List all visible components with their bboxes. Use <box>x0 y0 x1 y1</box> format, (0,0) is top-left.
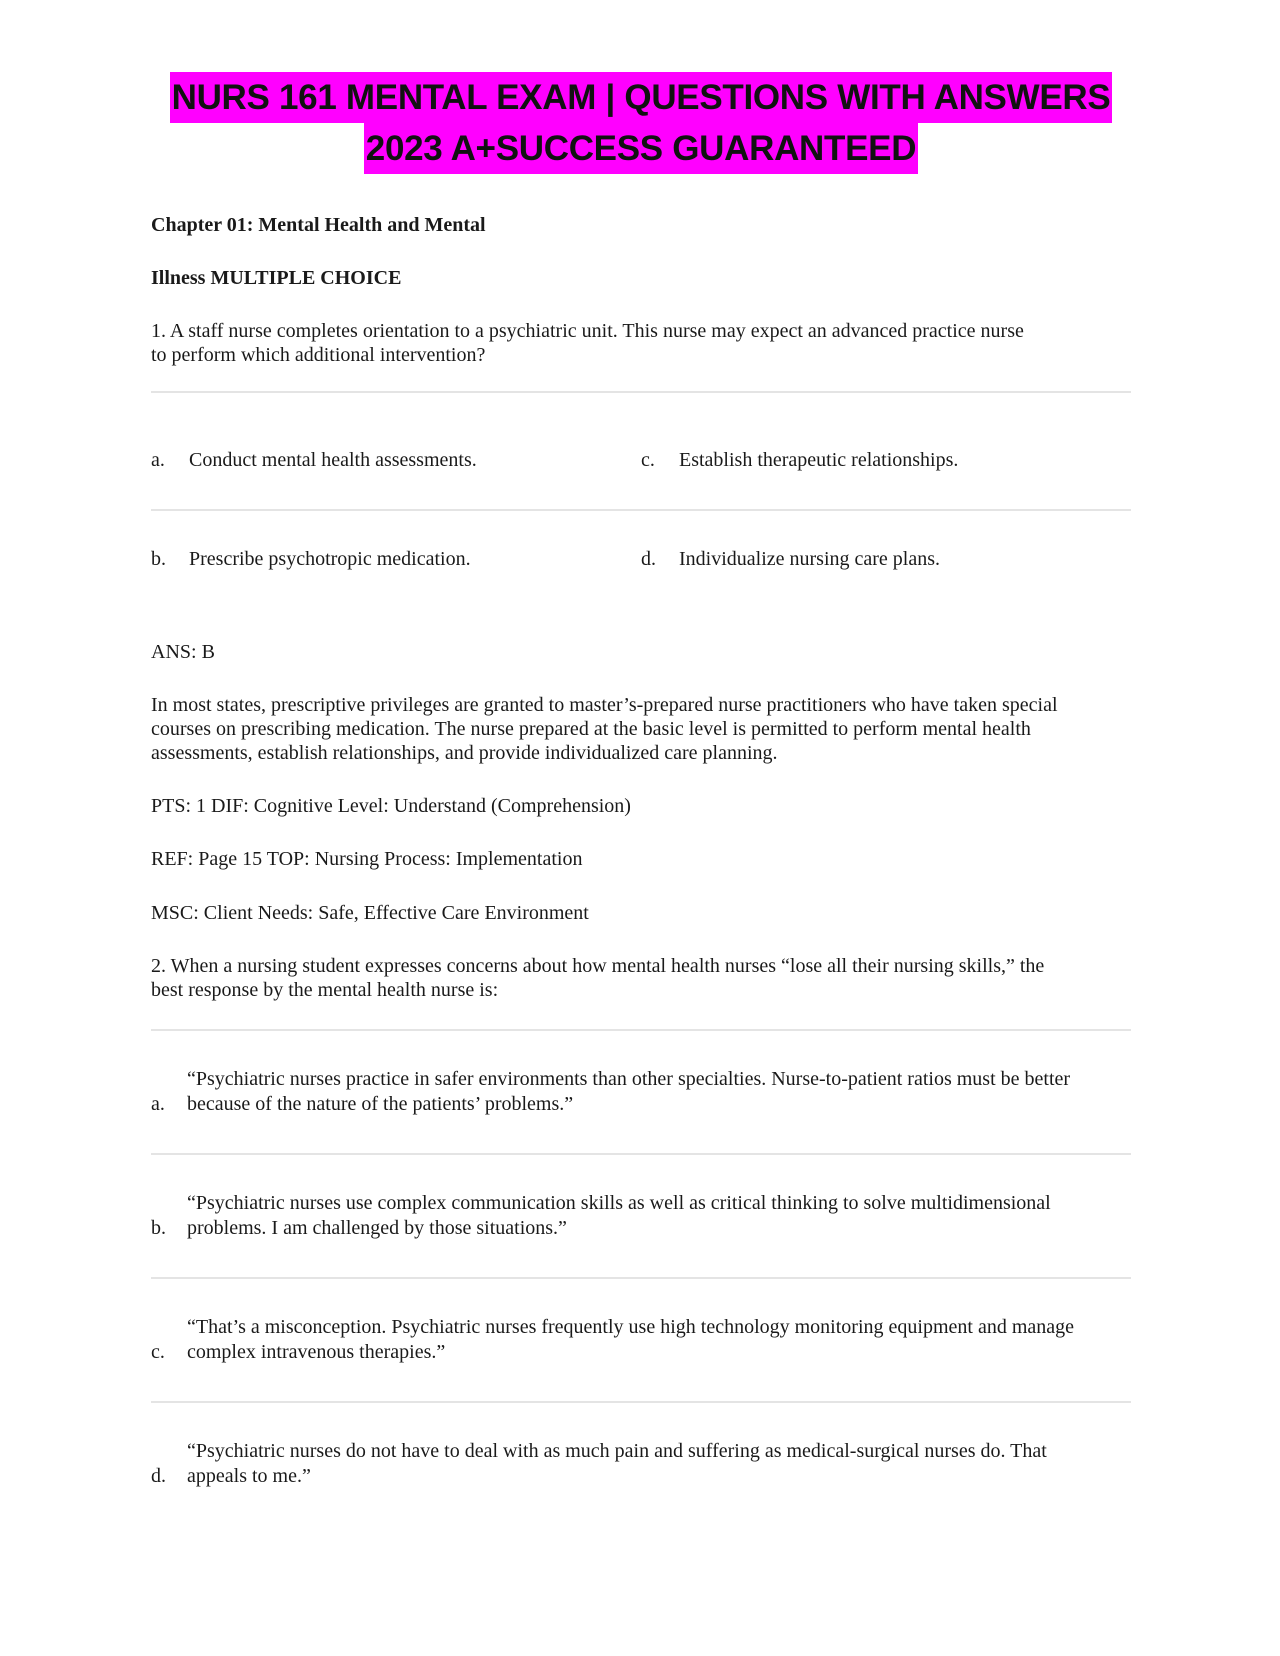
option-text: Individualize nursing care plans. <box>679 548 941 570</box>
option-text-line: problems. I am challenged by those situations.” <box>187 1217 567 1239</box>
option-text-line: “Psychiatric nurses use complex communication skills as well as critical thinking to solve multidimensional <box>187 1192 1051 1214</box>
q1-answer: ANS: B <box>151 641 215 663</box>
title-line-2: 2023 A+SUCCESS GUARANTEED <box>364 123 918 174</box>
divider <box>151 509 1131 511</box>
q1-rationale-line-3: assessments, establish relationships, and provide individualized care planning. <box>151 742 778 764</box>
q1-rationale-line-1: In most states, prescriptive privileges are granted to master’s-prepared nurse practitioners who have taken special <box>151 694 1058 716</box>
q1-rationale-line-2: courses on prescribing medication. The nurse prepared at the basic level is permitted to perform mental health <box>151 718 1031 740</box>
option-text-line: “Psychiatric nurses practice in safer environments than other specialties. Nurse-to-patient ratios must be better <box>187 1068 1071 1090</box>
divider <box>151 1029 1131 1031</box>
option-letter: c. <box>641 449 655 471</box>
option-text: Establish therapeutic relationships. <box>679 449 959 471</box>
option-text <box>187 1439 1137 1489</box>
divider <box>151 1153 1131 1155</box>
q1-stem-line-1: 1. A staff nurse completes orientation to a psychiatric unit. This nurse may expect an advanced practice nurse <box>151 320 1024 342</box>
q1-stem-line-2: to perform which additional intervention? <box>151 344 486 366</box>
option-text: Conduct mental health assessments. <box>189 449 477 471</box>
option-letter: b. <box>151 1217 166 1239</box>
option-text-line: appeals to me.” <box>187 1465 311 1487</box>
document-title <box>141 72 1141 174</box>
option-text-line: because of the nature of the patients’ problems.” <box>187 1093 574 1115</box>
option-letter: d. <box>641 548 656 570</box>
chapter-subheading: Illness MULTIPLE CHOICE <box>151 267 402 289</box>
divider <box>151 1277 1131 1279</box>
option-letter: a. <box>151 1093 165 1115</box>
option-text: Prescribe psychotropic medication. <box>189 548 471 570</box>
option-text-line: complex intravenous therapies.” <box>187 1341 446 1363</box>
q2-stem-line-1: 2. When a nursing student expresses concerns about how mental health nurses “lose all their nursing skills,” the <box>151 955 1045 977</box>
chapter-heading: Chapter 01: Mental Health and Mental <box>151 214 486 236</box>
option-text-line: “That’s a misconception. Psychiatric nurses frequently use high technology monitoring equipment and manage <box>187 1316 1075 1338</box>
title-line-1: NURS 161 MENTAL EXAM | QUESTIONS WITH ANSWERS <box>170 72 1113 123</box>
q2-stem-line-2: best response by the mental health nurse is: <box>151 979 499 1001</box>
option-text <box>187 1191 1137 1241</box>
option-text <box>187 1315 1137 1365</box>
option-letter: c. <box>151 1341 165 1363</box>
option-text <box>187 1067 1137 1117</box>
divider <box>151 391 1131 393</box>
q1-ref: REF: Page 15 TOP: Nursing Process: Implementation <box>151 848 583 870</box>
option-letter: d. <box>151 1465 166 1487</box>
divider <box>151 1401 1131 1403</box>
option-letter: b. <box>151 548 166 570</box>
q1-msc: MSC: Client Needs: Safe, Effective Care Environment <box>151 902 589 924</box>
q1-pts: PTS: 1 DIF: Cognitive Level: Understand (Comprehension) <box>151 795 631 817</box>
option-letter: a. <box>151 449 165 471</box>
option-text-line: “Psychiatric nurses do not have to deal with as much pain and suffering as medical-surgical nurses do. That <box>187 1440 1047 1462</box>
